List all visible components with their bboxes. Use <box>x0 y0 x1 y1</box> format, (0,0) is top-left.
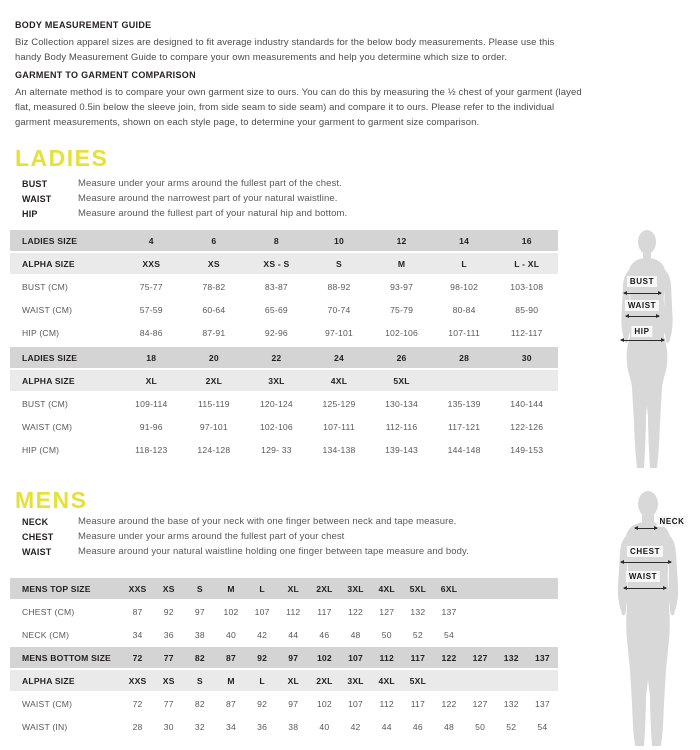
table-cell: 60-64 <box>202 304 226 315</box>
table-cell: 84-86 <box>139 327 163 338</box>
table-cell: XXS <box>128 675 147 686</box>
table-cell: 137 <box>534 652 550 663</box>
table-cell: 149-153 <box>510 444 544 455</box>
table-cell: XS <box>207 258 220 269</box>
table-cell: 4XL <box>378 583 395 594</box>
table-cell: 109-114 <box>135 398 168 409</box>
table-cell: 18 <box>146 352 157 363</box>
table-cell: 127 <box>379 606 395 617</box>
definition-term: BUST <box>22 178 48 189</box>
table-cell: 102 <box>223 606 239 617</box>
mens-chest-definition <box>15 529 344 544</box>
table-cell: 117 <box>410 698 425 709</box>
table-cell: 50 <box>475 721 486 732</box>
table-cell: 103-108 <box>510 281 544 292</box>
table-cell: 48 <box>350 629 361 640</box>
table-cell: 139-143 <box>385 444 419 455</box>
table-cell: 122 <box>441 652 457 663</box>
ladies-bust-definition <box>15 176 342 191</box>
ladies-size-table-1 <box>10 230 558 345</box>
table-cell: 44 <box>381 721 392 732</box>
table-cell: 20 <box>208 352 219 363</box>
table-cell: L <box>259 675 265 686</box>
table-cell: 97-101 <box>325 327 353 338</box>
table-cell: 102-106 <box>259 421 293 432</box>
table-cell: 75-77 <box>139 281 163 292</box>
table-row <box>10 253 558 274</box>
table-cell: 127 <box>472 652 488 663</box>
table-cell: 83-87 <box>264 281 288 292</box>
table-cell: 132 <box>503 652 519 663</box>
table-cell: 28 <box>132 721 143 732</box>
table-cell: 117 <box>317 606 332 617</box>
table-cell: 112-116 <box>385 421 418 432</box>
table-cell: XL <box>287 583 299 594</box>
definition-term: WAIST <box>22 193 52 204</box>
table-cell: 6 <box>211 235 217 246</box>
table-cell: 34 <box>132 629 143 640</box>
table-cell: 112 <box>379 652 394 663</box>
table-cell: 30 <box>521 352 532 363</box>
table-cell: 122 <box>348 606 364 617</box>
table-cell: 132 <box>503 698 519 709</box>
table-cell: 129- 33 <box>261 444 292 455</box>
female-silhouette-figure <box>608 228 686 472</box>
table-cell: 107 <box>348 652 364 663</box>
row-label: WAIST (CM) <box>22 698 73 709</box>
table-cell: 115-119 <box>198 398 230 409</box>
waist-figure-label: WAIST <box>626 571 660 582</box>
mens-size-table <box>10 578 558 739</box>
table-cell: 80-84 <box>452 304 476 315</box>
table-cell: 87 <box>226 652 236 663</box>
table-cell: 30 <box>163 721 174 732</box>
table-cell: 5XL <box>409 583 427 594</box>
table-cell: 70-74 <box>327 304 351 315</box>
table-cell: 44 <box>288 629 299 640</box>
definition-term: HIP <box>22 208 38 219</box>
table-cell: 38 <box>194 629 205 640</box>
table-cell: XXS <box>128 583 147 594</box>
table-cell: 124-128 <box>197 444 231 455</box>
table-cell: 97 <box>194 606 205 617</box>
row-label: HIP (CM) <box>22 444 60 455</box>
table-cell: 87-91 <box>202 327 226 338</box>
waist-arrow-icon <box>624 588 666 589</box>
table-cell: 107-111 <box>323 421 355 432</box>
table-cell: 57-59 <box>139 304 163 315</box>
table-cell: 102-106 <box>385 327 419 338</box>
row-label: LADIES SIZE <box>22 352 78 363</box>
table-cell: 75-79 <box>390 304 414 315</box>
table-cell: 92 <box>257 698 268 709</box>
definition-term: NECK <box>22 516 49 527</box>
row-label: ALPHA SIZE <box>22 375 75 386</box>
table-cell: 54 <box>444 629 454 640</box>
ladies-size-table-2 <box>10 347 558 462</box>
table-cell: 4XL <box>330 375 348 386</box>
table-cell: 92 <box>257 652 268 663</box>
table-cell: 112-117 <box>510 327 543 338</box>
table-cell: 91-96 <box>139 421 163 432</box>
mens-waist-definition <box>15 544 469 559</box>
male-silhouette-figure <box>598 488 698 750</box>
table-cell: 127 <box>472 698 488 709</box>
table-cell: XS <box>162 675 175 686</box>
table-cell: 36 <box>163 629 174 640</box>
table-cell: 40 <box>319 721 330 732</box>
table-cell: XS - S <box>263 258 290 269</box>
table-cell: 5XL <box>393 375 410 386</box>
neck-arrow-icon <box>635 528 657 529</box>
table-cell: S <box>196 583 203 594</box>
row-label: BUST (CM) <box>22 398 69 409</box>
table-cell: 48 <box>444 721 454 732</box>
table-row <box>10 578 558 599</box>
table-cell: 140-144 <box>510 398 544 409</box>
table-cell: 125-129 <box>322 398 356 409</box>
table-cell: 8 <box>273 235 279 246</box>
table-cell: 134-138 <box>322 444 356 455</box>
table-cell: 22 <box>271 352 282 363</box>
table-cell: 52 <box>506 721 517 732</box>
table-row <box>10 276 558 297</box>
definition-text: Measure around the fullest part of your natural hip and bottom. <box>78 208 348 219</box>
table-cell: 117-121 <box>447 421 481 432</box>
table-cell: 82 <box>194 698 205 709</box>
table-row <box>10 670 558 691</box>
table-cell: 117 <box>410 652 426 663</box>
mens-section-heading: MENS <box>15 487 88 513</box>
table-cell: 12 <box>396 235 407 246</box>
definition-text: Measure under your arms around the fullest part of your chest <box>78 531 345 542</box>
garment-comparison-heading: GARMENT TO GARMENT COMPARISON <box>15 70 196 80</box>
definition-term: WAIST <box>22 546 52 557</box>
table-cell: 2XL <box>316 583 333 594</box>
table-row <box>10 370 558 391</box>
table-cell: 3XL <box>268 375 285 386</box>
neck-figure-label: NECK <box>656 516 687 527</box>
definition-text: Measure around the base of your neck with one finger between neck and tape measure. <box>78 516 457 527</box>
table-cell: 112 <box>286 606 301 617</box>
table-cell: 88-92 <box>327 281 351 292</box>
table-cell: 112 <box>379 698 394 709</box>
table-cell: 24 <box>334 352 344 363</box>
hip-arrow-icon <box>621 340 664 341</box>
bust-arrow-icon <box>624 293 661 294</box>
table-cell: 4 <box>148 235 154 246</box>
row-label: ALPHA SIZE <box>22 675 75 686</box>
ladies-section-heading: LADIES <box>15 145 109 171</box>
table-cell: 40 <box>226 629 236 640</box>
table-cell: 28 <box>459 352 470 363</box>
table-cell: S <box>196 675 203 686</box>
table-row <box>10 230 558 251</box>
table-cell: 87 <box>132 606 143 617</box>
table-cell: 93-97 <box>390 281 414 292</box>
table-cell: 32 <box>194 721 205 732</box>
table-cell: 78-82 <box>202 281 226 292</box>
waist-figure-label: WAIST <box>625 300 659 311</box>
table-cell: 120-124 <box>259 398 293 409</box>
table-row <box>10 693 558 714</box>
table-cell: 107-111 <box>448 327 480 338</box>
row-label: HIP (CM) <box>22 327 60 338</box>
definition-text: Measure under your arms around the fullest part of the chest. <box>78 178 342 189</box>
table-cell: 130-134 <box>385 398 419 409</box>
table-row <box>10 416 558 437</box>
table-cell: 102 <box>316 652 332 663</box>
table-cell: 77 <box>163 698 174 709</box>
table-row <box>10 716 558 737</box>
table-cell: S <box>336 258 342 269</box>
row-label: CHEST (CM) <box>22 606 75 617</box>
table-cell: 137 <box>441 606 457 617</box>
mens-neck-definition <box>15 514 457 529</box>
table-cell: 50 <box>381 629 392 640</box>
table-cell: 122 <box>441 698 457 709</box>
bust-figure-label: BUST <box>627 276 657 287</box>
table-cell: 72 <box>132 698 143 709</box>
table-cell: 42 <box>257 629 268 640</box>
table-cell: 97-101 <box>199 421 228 432</box>
table-cell: 46 <box>319 629 330 640</box>
row-label: NECK (CM) <box>22 629 70 640</box>
table-cell: 5XL <box>409 675 427 686</box>
table-row <box>10 624 558 645</box>
table-cell: XL <box>287 675 299 686</box>
table-row <box>10 322 558 343</box>
table-cell: 144-148 <box>447 444 481 455</box>
table-cell: L <box>259 583 265 594</box>
table-cell: 92-96 <box>264 327 288 338</box>
table-cell: 14 <box>459 235 470 246</box>
table-cell: 82 <box>194 652 205 663</box>
row-label: MENS BOTTOM SIZE <box>22 652 111 663</box>
table-row <box>10 347 558 368</box>
table-cell: 118-123 <box>135 444 168 455</box>
definition-term: CHEST <box>22 531 54 542</box>
table-cell: 52 <box>412 629 423 640</box>
table-cell: 26 <box>396 352 407 363</box>
body-measurement-guide-heading: BODY MEASUREMENT GUIDE <box>15 20 152 30</box>
table-cell: 132 <box>410 606 426 617</box>
table-cell: L <box>461 258 467 269</box>
table-cell: 4XL <box>378 675 395 686</box>
row-label: WAIST (CM) <box>22 421 73 432</box>
definition-text: Measure around your natural waistline holding one finger between tape measure and body. <box>78 546 469 557</box>
table-cell: 36 <box>257 721 268 732</box>
table-cell: 98-102 <box>450 281 479 292</box>
table-cell: 107 <box>254 606 270 617</box>
hip-figure-label: HIP <box>631 326 652 337</box>
table-cell: 72 <box>132 652 143 663</box>
table-cell: 87 <box>226 698 236 709</box>
table-cell: 34 <box>226 721 236 732</box>
chest-figure-label: CHEST <box>627 546 663 557</box>
table-cell: 42 <box>350 721 361 732</box>
table-cell: 92 <box>163 606 174 617</box>
row-label: ALPHA SIZE <box>22 258 75 269</box>
table-cell: 97 <box>288 698 299 709</box>
table-cell: 2XL <box>205 375 223 386</box>
table-cell: 54 <box>537 721 548 732</box>
table-cell: 38 <box>288 721 299 732</box>
table-cell: 3XL <box>347 583 364 594</box>
table-row <box>10 601 558 622</box>
table-cell: 16 <box>521 235 532 246</box>
table-cell: 65-69 <box>264 304 288 315</box>
table-cell: 6XL <box>440 583 458 594</box>
table-cell: 2XL <box>316 675 333 686</box>
table-cell: 135-139 <box>447 398 481 409</box>
row-label: MENS TOP SIZE <box>22 583 91 594</box>
table-cell: M <box>227 583 235 594</box>
body-measurement-guide-paragraph: Biz Collection apparel sizes are designed to fit average industry standards for the below body measurements. Please use this handy Body Measurement Guide to compare your own measurements and help you determine which size to order. <box>15 37 555 63</box>
table-cell: M <box>397 258 406 269</box>
chest-arrow-icon <box>621 562 671 563</box>
table-cell: 102 <box>316 698 332 709</box>
row-label: WAIST (IN) <box>22 721 68 732</box>
table-cell: 97 <box>288 652 299 663</box>
table-cell: M <box>227 675 235 686</box>
table-row <box>10 299 558 320</box>
row-label: WAIST (CM) <box>22 304 73 315</box>
table-cell: 122-126 <box>510 421 544 432</box>
ladies-waist-definition <box>15 191 337 206</box>
waist-arrow-icon <box>626 316 659 317</box>
female-silhouette-icon <box>608 228 686 472</box>
table-cell: 85-90 <box>515 304 539 315</box>
table-row <box>10 439 558 460</box>
table-cell: 137 <box>534 698 550 709</box>
table-row <box>10 393 558 414</box>
table-cell: XS <box>162 583 175 594</box>
table-cell: XXS <box>142 258 161 269</box>
row-label: BUST (CM) <box>22 281 69 292</box>
table-cell: XL <box>145 375 157 386</box>
table-cell: 46 <box>412 721 423 732</box>
table-cell: 107 <box>348 698 364 709</box>
table-cell: 77 <box>163 652 174 663</box>
definition-text: Measure around the narrowest part of your natural waistline. <box>78 193 338 204</box>
garment-comparison-paragraph: An alternate method is to compare your own garment size to ours. You can do this by measuring the ½ chest of your garment (layed flat, measured 0.5in below the sleeve join, from side seam to side seam) and compare it to ours. Please refer to the individual garment measurements, shown on each style page, to determine your garment to garment size comparison. <box>15 87 582 128</box>
ladies-hip-definition <box>15 206 347 221</box>
table-cell: 3XL <box>347 675 364 686</box>
row-label: LADIES SIZE <box>22 235 78 246</box>
table-row <box>10 647 558 668</box>
table-cell: L - XL <box>514 258 540 269</box>
table-cell: 10 <box>334 235 344 246</box>
